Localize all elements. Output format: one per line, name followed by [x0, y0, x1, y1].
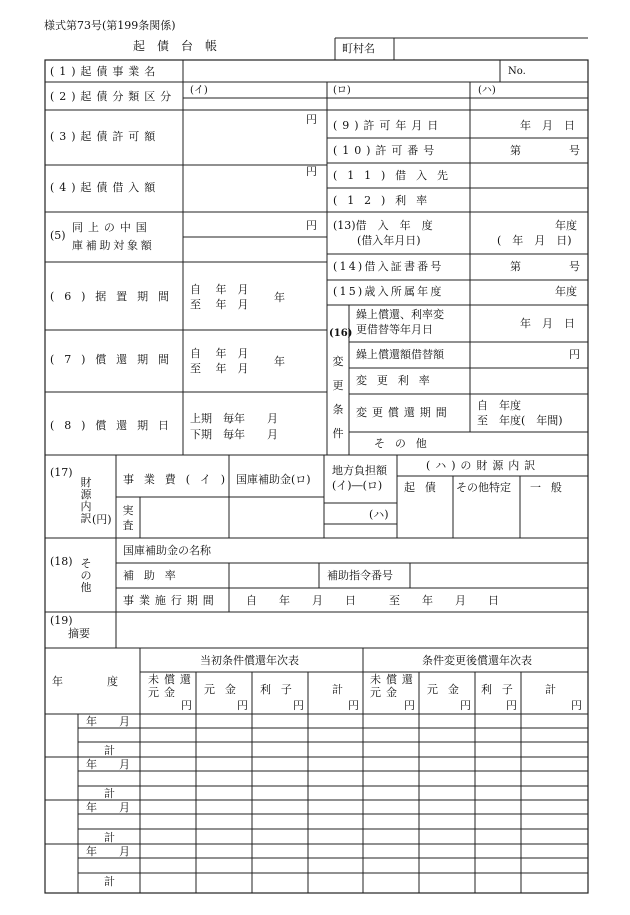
changed-col-b-yen: 円	[460, 699, 471, 712]
hojo-ritsu-label: 補助率	[123, 569, 186, 582]
row13-value-b: ( 年 月 日)	[497, 234, 572, 247]
finance-vertical-label: 財源内訳	[80, 476, 92, 525]
row14-go: 号	[569, 260, 580, 273]
schedule-row-total: 計	[104, 831, 115, 844]
schedule-row-year-month: 年 月	[86, 845, 130, 858]
changed-col-a1: 未償還	[370, 673, 418, 686]
row8-second-half: 下期 毎年 月	[190, 428, 278, 441]
jigyohi-head: 事業費(イ)	[123, 473, 235, 486]
finance-number: (17)	[50, 466, 73, 479]
row14-label: (14)借入証書番号	[333, 260, 444, 273]
ippan-head: 一般	[530, 481, 572, 494]
row7-from: 自 年 月	[190, 347, 249, 360]
row7-to: 至 年 月	[190, 362, 249, 375]
row5-number: (5)	[50, 229, 66, 242]
row11-label: (11)借入先	[333, 169, 458, 182]
changed-col-d: 計	[545, 683, 556, 696]
row16-e-label: その他	[374, 437, 437, 450]
initial-col-c-yen: 円	[293, 699, 304, 712]
no-label: No.	[508, 66, 526, 77]
initial-col-b: 元金	[204, 683, 246, 696]
row6-label: (6)据置期間	[50, 290, 179, 303]
row13-label-b: (借入年月日)	[357, 234, 421, 247]
schedule-row-year-month: 年 月	[86, 758, 130, 771]
summary-field[interactable]	[118, 614, 586, 646]
row8-label: (8)償還期日	[50, 419, 179, 432]
initial-col-a1: 未償還	[148, 673, 196, 686]
row8-first-half: 上期 毎年 月	[190, 412, 278, 425]
row16-c-label: 変更利率	[356, 374, 440, 387]
schedule-row-total: 計	[104, 875, 115, 888]
row6-from: 自 年 月	[190, 283, 249, 296]
schedule-row-total: 計	[104, 744, 115, 757]
jigyo-kikan-value: 自 年 月 日 至 年 月 日	[246, 594, 499, 607]
row3-label: (3)起債許可額	[50, 130, 161, 143]
row6-year: 年	[274, 291, 285, 304]
schedule-row-total: 計	[104, 787, 115, 800]
row15-label: (15)歳入所属年度	[333, 285, 444, 298]
row16-d-value-1: 自 年度	[477, 399, 521, 412]
schedule-row-year-month: 年 月	[86, 801, 130, 814]
changed-col-b: 元金	[427, 683, 469, 696]
row14-dai: 第	[510, 260, 521, 273]
row16-d-label: 変更償還期間	[356, 406, 452, 419]
finance-unit: (円)	[92, 513, 112, 526]
summary-number: (19)	[50, 614, 73, 627]
changed-col-a2: 元金	[370, 686, 402, 699]
row7-year: 年	[274, 355, 285, 368]
row16-a-label-1: 繰上償還、利率変	[356, 308, 444, 321]
kokko-head: 国庫補助金(ロ)	[236, 473, 311, 486]
summary-label: 摘要	[68, 627, 90, 640]
row2-label: (2)起債分類区分	[50, 90, 177, 103]
row16-d-value-2: 至 年度( 年間)	[477, 414, 563, 427]
row5-yen: 円	[306, 219, 317, 232]
changed-col-d-yen: 円	[571, 699, 582, 712]
row7-label: (7)償還期間	[50, 353, 179, 366]
changed-col-c: 利子	[481, 683, 523, 696]
class-ha-label: (ハ)	[478, 85, 496, 96]
row5-label-b: 庫補助対象額	[72, 239, 155, 252]
row3-yen: 円	[306, 113, 317, 126]
row4-yen: 円	[306, 165, 317, 178]
jigyo-kikan-label: 事業施行期間	[123, 594, 219, 607]
chiho-head-1: 地方負担額	[332, 464, 387, 477]
form-number: 様式第73号(第199条関係)	[44, 19, 176, 32]
row16-vertical-label: 変更条件	[332, 355, 344, 440]
row5-label-a: 同上の中国	[72, 221, 152, 234]
initial-col-b-yen: 円	[237, 699, 248, 712]
other-number: (18)	[50, 555, 73, 568]
row1-label: (1)起債事業名	[50, 65, 161, 78]
row16-a-label-2: 更借替等年月日	[356, 323, 433, 336]
changed-col-c-yen: 円	[506, 699, 517, 712]
row15-value: 年度	[555, 285, 577, 298]
nendo-head: 年 度	[52, 675, 118, 688]
row10-dai: 第	[510, 144, 521, 157]
hojo-shirei-label: 補助指令番号	[327, 569, 393, 582]
town-field[interactable]	[396, 40, 586, 58]
other-vertical-label: その他	[80, 557, 92, 594]
initial-col-c: 利子	[260, 683, 302, 696]
schedule-row-year-month: 年 月	[86, 715, 130, 728]
row10-go: 号	[569, 144, 580, 157]
kokko-name-label: 国庫補助金の名称	[123, 544, 211, 557]
row16-number: (16)	[329, 328, 353, 339]
row9-value: 年 月 日	[520, 119, 575, 132]
row4-label: (4)起債借入額	[50, 181, 161, 194]
row10-label: (10)許可番号	[333, 144, 440, 157]
town-label: 町村名	[342, 42, 375, 55]
row16-b-label: 繰上償還額借替額	[356, 348, 444, 361]
sonota-head: その他特定	[456, 481, 511, 494]
page-title: 起 債 台 帳	[133, 39, 218, 53]
row16-a-value: 年 月 日	[520, 317, 575, 330]
changed-schedule-title: 条件変更後償還年次表	[422, 654, 532, 667]
row6-to: 至 年 月	[190, 298, 249, 311]
initial-schedule-title: 当初条件償還年次表	[200, 654, 299, 667]
initial-col-d: 計	[332, 683, 343, 696]
kisai-head: 起債	[404, 481, 446, 494]
initial-col-d-yen: 円	[348, 699, 359, 712]
ha-label: (ハ)	[369, 508, 389, 521]
ha-breakdown-head: (ハ)の財源内訳	[426, 459, 541, 472]
initial-col-a2: 元金	[148, 686, 180, 699]
initial-col-a-yen: 円	[181, 699, 192, 712]
changed-col-a-yen: 円	[404, 699, 415, 712]
row13-value-a: 年度	[555, 219, 577, 232]
chiho-head-2: (イ)―(ロ)	[332, 479, 383, 492]
row12-label: (12)利率	[333, 194, 437, 207]
row9-label: (9)許可年月日	[333, 119, 444, 132]
row13-label-a: (13)借 入 年 度	[333, 219, 433, 232]
jissa-label: 実査	[122, 504, 134, 532]
class-ro-label: (ロ)	[333, 85, 351, 96]
row16-b-yen: 円	[569, 348, 580, 361]
project-name-field[interactable]	[185, 62, 498, 80]
class-i-label: (イ)	[190, 85, 208, 96]
